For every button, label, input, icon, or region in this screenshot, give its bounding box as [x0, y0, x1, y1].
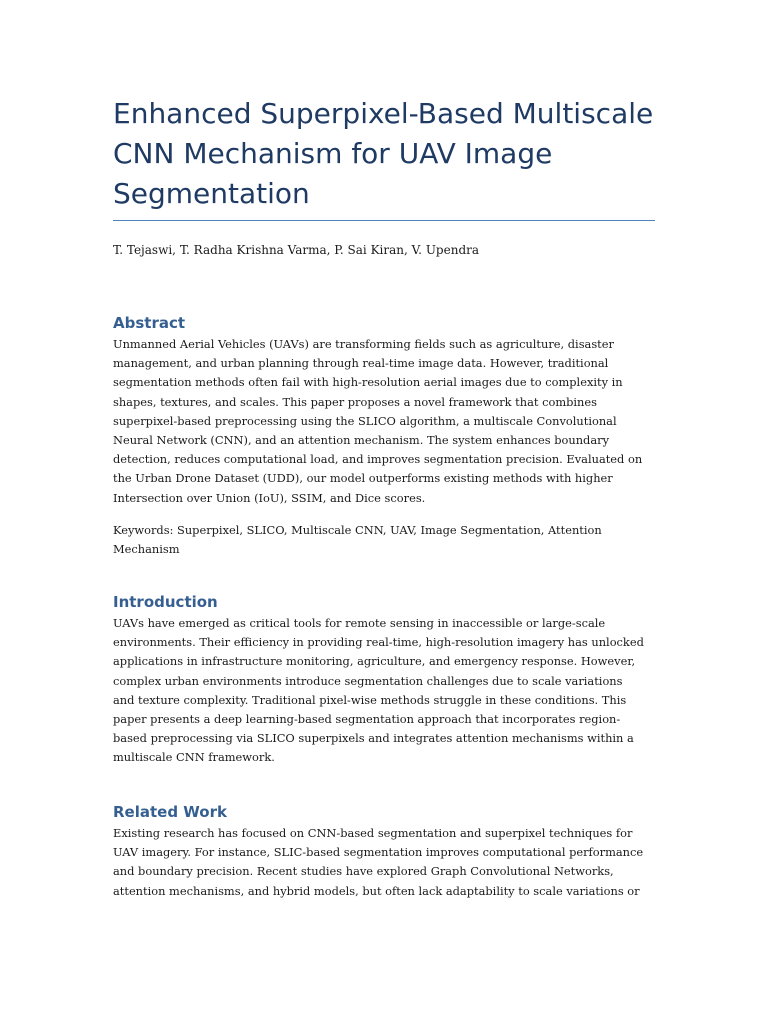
text-line: management, and urban planning through real-time image data. However, traditional: [113, 356, 609, 371]
abstract-body: [113, 335, 655, 508]
keywords-paragraph: [113, 521, 655, 559]
text-line: Mechanism: [113, 542, 180, 557]
text-line: Unmanned Aerial Vehicles (UAVs) are transforming fields such as agriculture, disaster: [113, 337, 614, 351]
text-line: Existing research has focused on CNN-based segmentation and superpixel techniques for: [113, 826, 633, 840]
text-line: segmentation methods often fail with high-resolution aerial images due to complexity in: [113, 375, 623, 390]
title-divider: [113, 220, 655, 221]
text-line: multiscale CNN framework.: [113, 750, 275, 765]
text-line: paper presents a deep learning-based segmentation approach that incorporates region-: [113, 712, 621, 727]
text-line: Keywords: Superpixel, SLICO, Multiscale CNN, UAV, Image Segmentation, Attention: [113, 523, 602, 537]
text-line: applications in infrastructure monitoring, agriculture, and emergency response. However,: [113, 654, 636, 669]
text-line: Intersection over Union (IoU), SSIM, and Dice scores.: [113, 490, 426, 505]
related-work-heading: Related Work: [113, 803, 227, 821]
text-line: complex urban environments introduce segmentation challenges due to scale variations: [113, 673, 623, 688]
text-line: environments. Their efficiency in providing real-time, high-resolution imagery has unlocked: [113, 635, 644, 650]
title-line: Enhanced Superpixel-Based Multiscale: [113, 97, 654, 130]
text-line: shapes, textures, and scales. This paper proposes a novel framework that combines: [113, 394, 597, 409]
text-line: Neural Network (CNN), and an attention mechanism. The system enhances boundary: [113, 433, 610, 448]
text-line: and boundary precision. Recent studies have explored Graph Convolutional Networks,: [113, 864, 614, 879]
text-line: detection, reduces computational load, and improves segmentation precision. Evaluated on: [113, 452, 643, 467]
author-list: T. Tejaswi, T. Radha Krishna Varma, P. Sai Kiran, V. Upendra: [113, 243, 480, 257]
title-line: Segmentation: [113, 177, 310, 210]
document-page: [113, 0, 655, 1024]
related-work-body: [113, 824, 655, 901]
text-line: and texture complexity. Traditional pixel-wise methods struggle in these conditions. This: [113, 692, 627, 707]
text-line: superpixel-based preprocessing using the SLICO algorithm, a multiscale Convolutional: [113, 413, 617, 428]
text-line: UAVs have emerged as critical tools for remote sensing in inaccessible or large-scale: [113, 616, 606, 630]
paper-title: [113, 94, 655, 214]
text-line: based preprocessing via SLICO superpixels and integrates attention mechanisms within a: [113, 731, 634, 746]
title-line: CNN Mechanism for UAV Image: [113, 137, 553, 170]
introduction-body: [113, 614, 655, 768]
text-line: the Urban Drone Dataset (UDD), our model outperforms existing methods with higher: [113, 471, 613, 486]
text-line: attention mechanisms, and hybrid models, but often lack adaptability to scale variations or: [113, 883, 640, 898]
text-line: UAV imagery. For instance, SLIC-based segmentation improves computational performance: [113, 845, 644, 860]
abstract-heading: Abstract: [113, 314, 186, 332]
introduction-heading: Introduction: [113, 593, 218, 611]
